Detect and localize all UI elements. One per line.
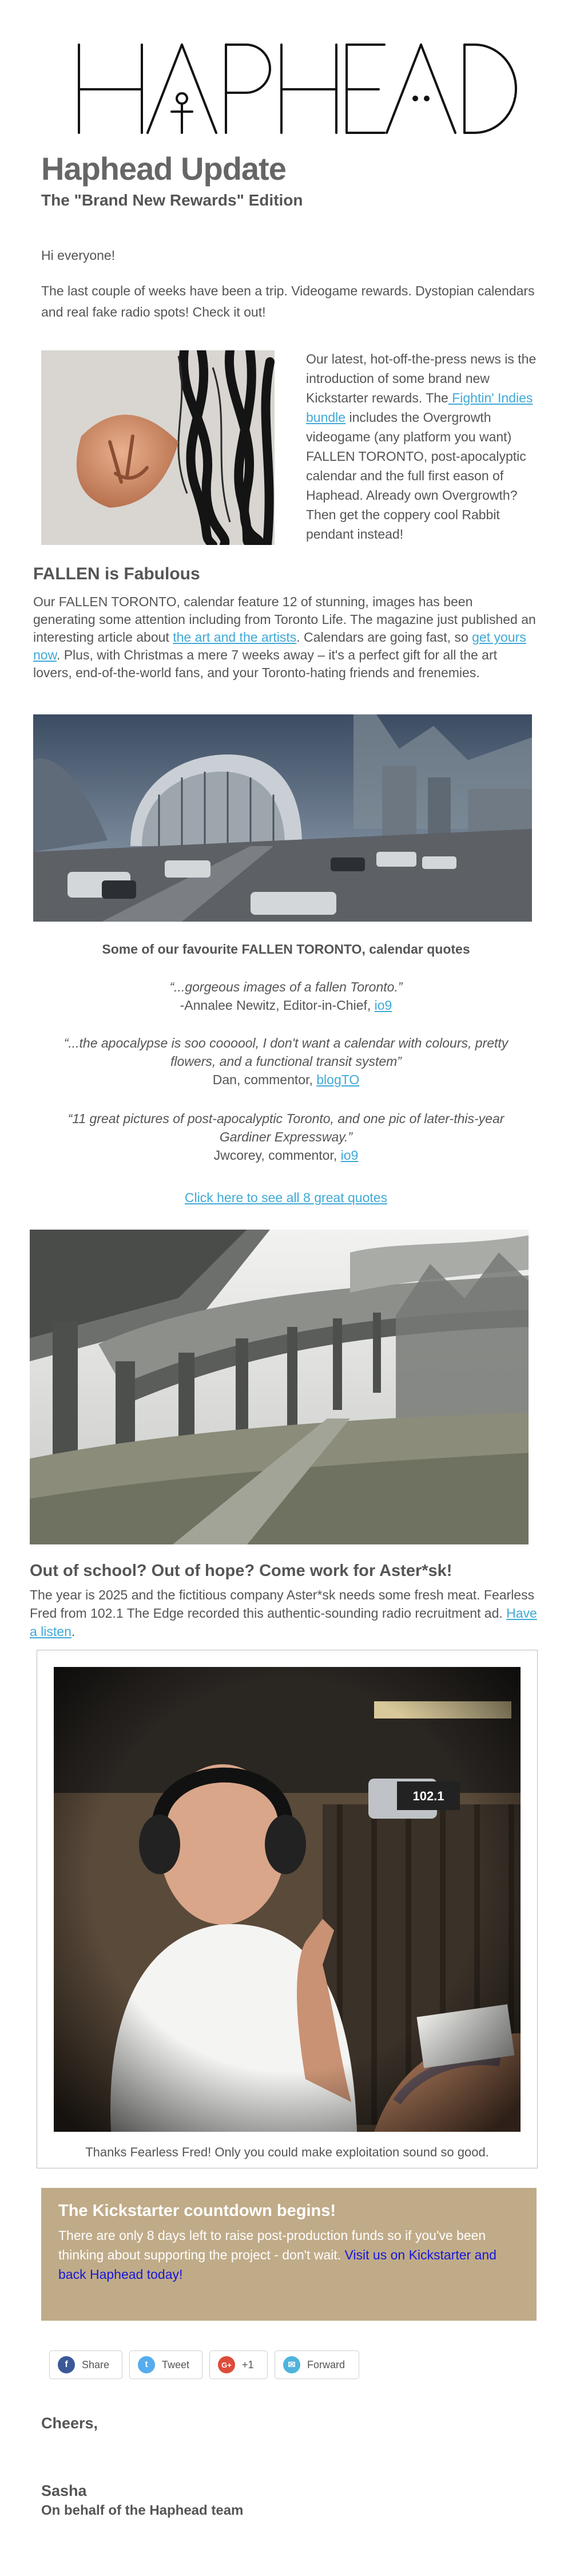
google-plus-button[interactable] bbox=[209, 2350, 268, 2379]
signoff-cheers: Cheers, bbox=[41, 2415, 98, 2432]
quote-1-author: -Annalee Newitz, Editor-in-Chief, bbox=[180, 998, 375, 1013]
have-a-listen-link[interactable]: Have a listen bbox=[30, 1606, 537, 1639]
facebook-share-label: Share bbox=[82, 2358, 110, 2370]
haphead-logo-art bbox=[0, 34, 572, 137]
get-yours-now-link[interactable]: get yours now bbox=[33, 630, 526, 662]
kickstarter-title: The Kickstarter countdown begins! bbox=[58, 2202, 336, 2220]
tweet-label: Tweet bbox=[162, 2358, 190, 2370]
signoff-name: Sasha bbox=[41, 2482, 87, 2499]
page-title: Haphead Update bbox=[41, 151, 286, 187]
quote-1-attribution bbox=[46, 996, 526, 1014]
fallen-toronto-overpass-image bbox=[30, 1230, 529, 1544]
quote-2-text: “...the apocalypse is soo coooool, I don't want a calendar with colours, pretty flowers, and a functional transit system” bbox=[63, 1036, 509, 1069]
mail-icon: ✉ bbox=[283, 2356, 300, 2373]
forward-button[interactable] bbox=[275, 2350, 359, 2379]
rabbit-pendant-photo bbox=[41, 350, 275, 545]
kickstarter-callout bbox=[41, 2188, 537, 2321]
aster-text bbox=[30, 1586, 539, 1641]
greeting: Hi everyone! bbox=[41, 248, 116, 263]
fallen-toronto-highway-image bbox=[33, 714, 532, 922]
quote-2-author: Dan, commentor, bbox=[212, 1072, 317, 1087]
google-plus-icon: G+ bbox=[218, 2356, 235, 2373]
rewards-text-intro: Our latest, hot-off-the-press news is the introduction of some brand new Kickstarter rewards. The bbox=[306, 351, 537, 405]
fallen-text-part3: . Plus, with Christmas a mere 7 weeks away – it's a perfect gift for all the art lovers, end-of-the-world fans, and your Toronto-hating friends and frenemies. bbox=[33, 647, 498, 680]
blogto-link[interactable]: blogTO bbox=[316, 1072, 360, 1087]
quote-3-author: Jwcorey, commentor, bbox=[213, 1148, 341, 1163]
twitter-icon: t bbox=[138, 2356, 155, 2373]
all-quotes-link-wrap bbox=[0, 1187, 572, 1208]
haphead-logo bbox=[0, 34, 572, 137]
kickstarter-text bbox=[58, 2226, 519, 2284]
quote-1-text: “...gorgeous images of a fallen Toronto.” bbox=[169, 979, 403, 994]
rewards-text bbox=[306, 349, 541, 544]
google-plus-label: +1 bbox=[242, 2358, 254, 2370]
signoff-team: On behalf of the Haphead team bbox=[41, 2503, 244, 2518]
page-subtitle: The "Brand New Rewards" Edition bbox=[41, 191, 303, 209]
aster-heading: Out of school? Out of hope? Come work for Aster*sk! bbox=[30, 1562, 452, 1580]
fallen-heading: FALLEN is Fabulous bbox=[33, 564, 200, 583]
facebook-icon: f bbox=[58, 2356, 75, 2373]
fallen-text-part1: Our FALLEN TORONTO, calendar feature 12 of stunning, images has been generating some attention including from Toronto Life. The magazine just published an interesting article about bbox=[33, 594, 536, 645]
io9-link-2[interactable]: io9 bbox=[340, 1148, 359, 1163]
aster-text-end: . bbox=[71, 1624, 76, 1639]
aster-text-body: The year is 2025 and the fictitious company Aster*sk needs some fresh meat. Fearless Fred from 102.1 The Edge recorded this authentic-sounding radio recruitment ad. bbox=[30, 1587, 535, 1621]
quote-1 bbox=[46, 978, 526, 1014]
quote-2-attribution bbox=[46, 1070, 526, 1089]
see-all-quotes-link[interactable]: Click here to see all 8 great quotes bbox=[184, 1190, 388, 1205]
fallen-text bbox=[33, 593, 537, 682]
fallen-text-part2: . Calendars are going fast, so bbox=[296, 630, 472, 645]
quote-3 bbox=[46, 1109, 526, 1164]
rewards-text-details: includes the Overgrowth videogame (any platform you want) FALLEN TORONTO, post-apocalyptic calendar and the full first eason of Haphead. Already own Overgrowth? Then get the coppery cool Rabbit pendant instead! bbox=[306, 410, 526, 542]
facebook-share-button[interactable] bbox=[49, 2350, 122, 2379]
quote-3-text: “11 great pictures of post-apocalyptic Toronto, and one pic of later-this-year Gardiner Expressway.” bbox=[67, 1111, 505, 1144]
kickstarter-body: There are only 8 days left to raise post-production funds so if you've been thinking about supporting the project - don't wait. bbox=[58, 2228, 486, 2262]
forward-label: Forward bbox=[307, 2358, 345, 2370]
fred-caption: Thanks Fearless Fred! Only you could make exploitation sound so good. bbox=[85, 2145, 489, 2159]
fearless-fred-photo bbox=[54, 1667, 521, 2132]
fightin-indies-bundle-link[interactable]: Fightin' Indies bundle bbox=[306, 390, 533, 425]
quote-3-attribution bbox=[46, 1146, 526, 1164]
art-and-artists-link[interactable]: the art and the artists bbox=[173, 630, 297, 645]
twitter-tweet-button[interactable] bbox=[129, 2350, 202, 2379]
quotes-heading: Some of our favourite FALLEN TORONTO, calendar quotes bbox=[102, 942, 470, 957]
intro-text: The last couple of weeks have been a trip. Videogame rewards. Dystopian calendars and real fake radio spots! Check it out! bbox=[41, 283, 535, 319]
io9-link-1[interactable]: io9 bbox=[374, 998, 392, 1013]
quote-2 bbox=[46, 1034, 526, 1089]
radio-photo-frame bbox=[37, 1650, 538, 2168]
kickstarter-link[interactable]: Visit us on Kickstarter and back Haphead today! bbox=[58, 2247, 496, 2282]
